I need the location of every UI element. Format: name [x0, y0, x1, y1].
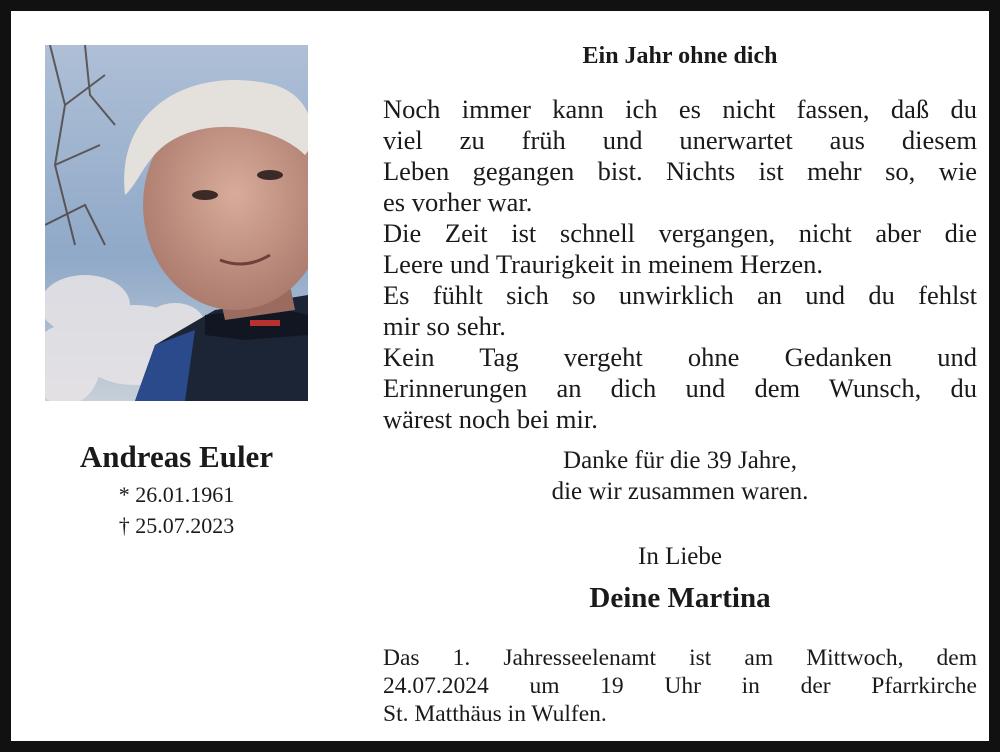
poem-line: Leben gegangen bist. Nichts ist mehr so, wie: [383, 156, 977, 186]
poem-line: viel zu früh und unerwartet aus diesem: [383, 125, 977, 155]
poem-line: mir so sehr.: [383, 311, 506, 341]
heading: Ein Jahr ohne dich: [582, 43, 778, 69]
portrait-image: [45, 45, 308, 401]
poem-line: Es fühlt sich so unwirklich an und du fehlst: [383, 280, 977, 310]
thanks-line: Danke für die 39 Jahre,: [563, 447, 797, 474]
poem-line: Noch immer kann ich es nicht fassen, daß du: [383, 94, 977, 124]
notice-line: St. Matthäus in Wulfen.: [383, 701, 607, 727]
poem-text: [383, 94, 977, 435]
birth-date: * 26.01.1961: [118, 482, 235, 507]
memorial-notice: [383, 644, 977, 728]
signature: Deine Martina: [589, 582, 771, 614]
deceased-name: Andreas Euler: [79, 439, 274, 474]
poem-line: es vorher war.: [383, 187, 533, 217]
closing-phrase: In Liebe: [638, 543, 722, 570]
portrait-photo: [45, 45, 308, 401]
poem-line: wärest noch bei mir.: [383, 404, 598, 434]
notice-line: Das 1. Jahresseelenamt ist am Mittwoch, dem: [383, 645, 977, 671]
poem-line: Die Zeit ist schnell vergangen, nicht aber die: [383, 218, 977, 248]
thanks-line: die wir zusammen waren.: [551, 478, 809, 505]
death-date: † 25.07.2023: [118, 513, 235, 538]
poem-line: Leere und Traurigkeit in meinem Herzen.: [383, 249, 824, 279]
poem-line: Erinnerungen an dich und dem Wunsch, du: [383, 373, 977, 403]
notice-line: 24.07.2024 um 19 Uhr in der Pfarrkirche: [383, 673, 977, 699]
thanks-text: [383, 445, 977, 507]
poem-line: Kein Tag vergeht ohne Gedanken und: [383, 342, 977, 372]
